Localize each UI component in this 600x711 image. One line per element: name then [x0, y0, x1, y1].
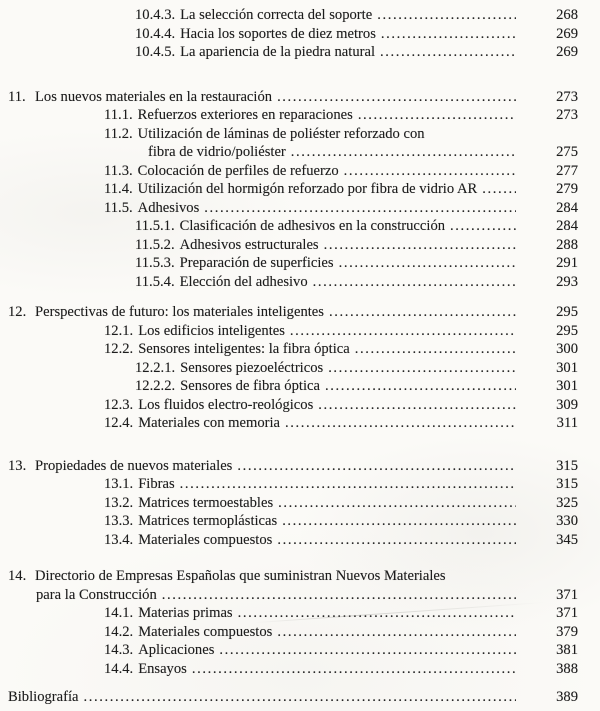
- entry-title: Hacia los soportes de diez metros: [180, 25, 376, 42]
- entry-page-number: 268: [556, 7, 578, 23]
- toc-entry-line: [135, 43, 578, 62]
- entry-number: 13.1.: [104, 476, 134, 492]
- toc-entry-continuation-line: [8, 586, 578, 605]
- entry-title: Perspectivas de futuro: los materiales inteligentes: [35, 304, 324, 320]
- toc-entry-line: [135, 254, 578, 273]
- entry-number: 10.4.5.: [135, 44, 176, 60]
- dot-leader: [339, 254, 516, 273]
- entry-title: Utilización de láminas de poliéster reforzado con: [137, 125, 425, 142]
- entry-number: 12.2.1.: [135, 359, 176, 376]
- toc-entry: [0, 531, 600, 550]
- toc-entry: [0, 6, 600, 25]
- entry-page-number: 389: [556, 689, 578, 705]
- entry-number: 12.2.: [104, 341, 134, 357]
- entry-title: Materias primas: [138, 605, 233, 621]
- toc-entry-line: [104, 641, 578, 660]
- toc-entry: [0, 359, 600, 378]
- entry-title: Matrices termoplásticas: [138, 513, 278, 529]
- entry-page-number: 295: [556, 304, 578, 320]
- entry-title: Los fluidos electro-reológicos: [138, 396, 314, 413]
- entry-number: 14.1.: [104, 605, 134, 621]
- entry-number: 14.3.: [104, 642, 134, 658]
- toc-entry-line: [104, 414, 578, 433]
- toc-entry-line: [104, 199, 578, 218]
- toc-entry: [0, 567, 600, 604]
- toc-entry-line: [8, 303, 578, 322]
- entry-page-number: 301: [556, 378, 578, 394]
- entry-page-number: 288: [556, 236, 578, 253]
- entry-number: 14.2.: [104, 623, 134, 640]
- toc-entry-line: [135, 359, 578, 378]
- entry-number: 12.1.: [104, 322, 134, 339]
- toc-entry-line: [104, 475, 578, 494]
- entry-title: Materiales con memoria: [138, 415, 281, 431]
- dot-leader: [192, 660, 516, 679]
- entry-page-number: 381: [556, 642, 578, 658]
- entry-title-continuation: fibra de vidrio/poliéster: [148, 144, 286, 160]
- entry-page-number: 295: [556, 322, 578, 339]
- entry-title: Directorio de Empresas Españolas que suministran Nuevos Materiales: [35, 568, 446, 584]
- dot-leader: [277, 531, 516, 550]
- toc-entry-line: [104, 512, 578, 531]
- dot-leader: [238, 604, 516, 623]
- entry-number: 12.: [8, 304, 27, 320]
- entry-title-continuation: para la Construcción: [36, 586, 157, 603]
- dot-leader: [328, 359, 516, 378]
- dot-leader: [450, 217, 516, 236]
- dot-leader: [285, 414, 516, 433]
- toc-entry-line: [104, 623, 578, 642]
- entry-number: 12.2.2.: [135, 378, 176, 394]
- toc-entry-line: [104, 322, 578, 341]
- entry-page-number: 300: [556, 341, 578, 357]
- entry-title: Preparación de superficies: [179, 255, 334, 271]
- entry-title: Utilización del hormigón reforzado por fibra de vidrio AR: [137, 181, 478, 197]
- entry-number: 13.2.: [104, 494, 134, 511]
- toc-entry: [0, 377, 600, 396]
- entry-page-number: 301: [556, 359, 578, 376]
- entry-number: 14.4.: [104, 660, 134, 677]
- toc-entry: [0, 623, 600, 642]
- entry-number: 11.5.1.: [135, 218, 175, 234]
- toc-entry: [0, 43, 600, 62]
- dot-leader: [344, 162, 516, 181]
- toc-entry: [0, 414, 600, 433]
- toc-entry-line: [104, 180, 578, 199]
- dot-leader: [329, 303, 516, 322]
- entry-title: Bibliografía: [8, 689, 79, 705]
- dot-leader: [381, 25, 516, 44]
- entry-title: Refuerzos exteriores en reparaciones: [137, 107, 353, 123]
- toc-entry: [0, 106, 600, 125]
- entry-page-number: 309: [556, 396, 578, 413]
- entry-number: 14.: [8, 568, 27, 584]
- entry-title: Clasificación de adhesivos en la construcción: [179, 218, 446, 234]
- dot-leader: [358, 106, 516, 125]
- toc-entry: [0, 322, 600, 341]
- entry-page-number: 284: [556, 218, 578, 234]
- toc-entry-line: [8, 688, 578, 707]
- entry-title: Elección del adhesivo: [179, 273, 308, 290]
- entry-title: Materiales compuestos: [138, 531, 273, 548]
- entry-title: La apariencia de la piedra natural: [180, 44, 376, 60]
- entry-title: La selección correcta del soporte: [180, 7, 373, 23]
- toc-entry-line: [104, 494, 578, 513]
- toc-entry: [0, 25, 600, 44]
- toc-entry-line: [135, 25, 578, 44]
- toc-entry-line: [104, 340, 578, 359]
- toc-entry: [0, 457, 600, 476]
- dot-leader: [162, 586, 516, 605]
- toc-entry-line: [104, 660, 578, 679]
- toc-entry-line: [104, 106, 578, 125]
- toc-entry: [0, 236, 600, 255]
- toc-entry: [0, 512, 600, 531]
- entry-page-number: 379: [556, 623, 578, 640]
- toc-entry: [0, 199, 600, 218]
- toc-entry-line: [8, 457, 578, 476]
- toc-entry-line: [8, 567, 578, 586]
- entry-title: Colocación de perfiles de refuerzo: [137, 162, 339, 179]
- entry-number: 13.3.: [104, 513, 134, 529]
- toc-entry: [0, 273, 600, 292]
- toc-entry-line: [135, 217, 578, 236]
- entry-page-number: 269: [556, 25, 578, 42]
- dot-leader: [325, 377, 516, 396]
- dot-leader: [355, 340, 516, 359]
- entry-page-number: 269: [556, 44, 578, 60]
- toc-entry-line: [104, 396, 578, 415]
- toc-entry: [0, 660, 600, 679]
- dot-leader: [180, 475, 516, 494]
- toc-entry: [0, 217, 600, 236]
- dot-leader: [290, 322, 516, 341]
- dot-leader: [324, 236, 516, 255]
- entry-number: 11.3.: [104, 162, 133, 179]
- entry-number: 13.4.: [104, 531, 134, 548]
- toc-entry: [0, 475, 600, 494]
- entry-page-number: 371: [556, 605, 578, 621]
- entry-number: 12.4.: [104, 415, 134, 431]
- entry-page-number: 345: [556, 531, 578, 548]
- entry-number: 11.5.: [104, 199, 133, 216]
- toc-entry-line: [135, 6, 578, 25]
- entry-page-number: 371: [556, 586, 578, 603]
- dot-leader: [377, 6, 516, 25]
- dot-leader: [291, 143, 516, 162]
- toc-entry-line: [135, 236, 578, 255]
- dot-leader: [219, 641, 516, 660]
- entry-title: Ensayos: [138, 660, 187, 677]
- toc-entry-line: [135, 377, 578, 396]
- dot-leader: [318, 396, 516, 415]
- entry-number: 11.: [8, 88, 26, 105]
- entry-page-number: 330: [556, 513, 578, 529]
- entry-page-number: 273: [556, 107, 578, 123]
- entry-title: Aplicaciones: [138, 642, 215, 658]
- toc-entry: [0, 162, 600, 181]
- toc-entry: [0, 88, 600, 107]
- dot-leader: [380, 43, 516, 62]
- entry-page-number: 279: [556, 181, 578, 197]
- dot-leader: [313, 273, 516, 292]
- entry-title: Adhesivos: [137, 199, 200, 216]
- toc-entry: [0, 254, 600, 273]
- toc-entry-line: [104, 531, 578, 550]
- dot-leader: [84, 688, 516, 707]
- toc-entry: [0, 494, 600, 513]
- entry-number: 13.: [8, 457, 27, 474]
- dot-leader: [277, 88, 516, 107]
- entry-page-number: 293: [556, 273, 578, 290]
- entry-page-number: 325: [556, 494, 578, 511]
- toc-entry-line: [104, 125, 578, 144]
- entry-title: Adhesivos estructurales: [179, 236, 319, 253]
- dot-leader: [278, 494, 516, 513]
- toc-entry-line: [135, 273, 578, 292]
- entry-title: Materiales compuestos: [138, 623, 273, 640]
- entry-page-number: 291: [556, 255, 578, 271]
- dot-leader: [204, 199, 516, 218]
- entry-page-number: 315: [556, 476, 578, 492]
- dot-leader: [237, 457, 516, 476]
- entry-number: 12.3.: [104, 396, 134, 413]
- toc-entry: [0, 396, 600, 415]
- toc-entry: [0, 641, 600, 660]
- entry-page-number: 311: [556, 415, 578, 431]
- entry-number: 11.1.: [104, 107, 133, 123]
- toc-entry-line: [104, 604, 578, 623]
- toc-entry: [0, 303, 600, 322]
- toc-entry-continuation-line: [104, 143, 578, 162]
- toc-entry: [0, 125, 600, 162]
- entry-title: Matrices termoestables: [138, 494, 274, 511]
- entry-number: 11.5.3.: [135, 255, 175, 271]
- entry-number: 10.4.3.: [135, 7, 176, 23]
- entry-page-number: 277: [556, 162, 578, 179]
- entry-title: Sensores inteligentes: la fibra óptica: [138, 341, 350, 357]
- entry-page-number: 273: [556, 88, 578, 105]
- entry-page-number: 284: [556, 199, 578, 216]
- toc-entry: [0, 340, 600, 359]
- toc-entry: [0, 604, 600, 623]
- entry-page-number: 315: [556, 457, 578, 474]
- entry-number: 10.4.4.: [135, 25, 176, 42]
- entry-title: Sensores piezoeléctricos: [180, 359, 324, 376]
- dot-leader: [282, 512, 516, 531]
- entry-number: 11.4.: [104, 181, 133, 197]
- entry-page-number: 388: [556, 660, 578, 677]
- entry-title: Los nuevos materiales en la restauración: [35, 88, 273, 105]
- toc-entry: [0, 688, 600, 707]
- entry-page-number: 275: [556, 144, 578, 160]
- entry-number: 11.5.2.: [135, 236, 175, 253]
- table-of-contents: [0, 6, 600, 707]
- entry-title: Sensores de fibra óptica: [180, 378, 320, 394]
- toc-entry: [0, 180, 600, 199]
- entry-title: Los edificios inteligentes: [138, 322, 285, 339]
- entry-number: 11.2.: [104, 125, 133, 142]
- toc-entry-line: [8, 88, 578, 107]
- entry-title: Fibras: [138, 476, 175, 492]
- dot-leader: [277, 623, 516, 642]
- entry-number: 11.5.4.: [135, 273, 175, 290]
- toc-entry-line: [104, 162, 578, 181]
- entry-title: Propiedades de nuevos materiales: [35, 457, 233, 474]
- dot-leader: [482, 180, 516, 199]
